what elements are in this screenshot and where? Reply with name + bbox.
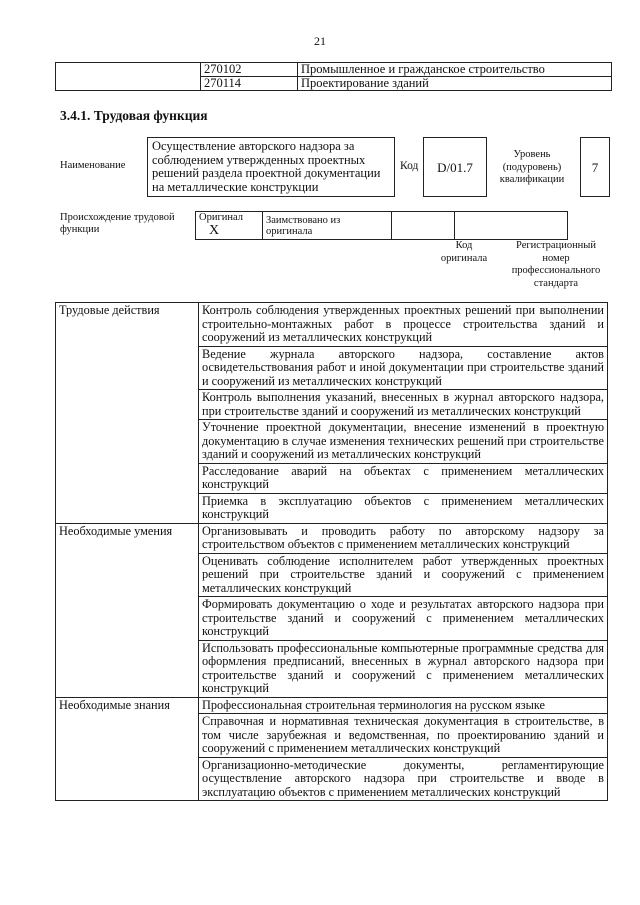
- table-row: [56, 697, 608, 714]
- origin-table: [195, 211, 568, 240]
- qualification-level-box: [580, 137, 610, 197]
- empty-cell: [56, 63, 201, 77]
- specialty-name: Проектирование зданий: [298, 77, 612, 91]
- origin-reg-number-cell: [455, 212, 568, 240]
- labor-function-table: [55, 302, 608, 801]
- table-row: [56, 77, 612, 91]
- specialty-code: 270102: [201, 63, 298, 77]
- table-row: [56, 303, 608, 347]
- origin-code-cell: [392, 212, 455, 240]
- table-row: [56, 523, 608, 553]
- requirement-text: Оценивать соблюдение исполнителем работ утвержденных проектных решений при строительстве зданий и сооружений с применением металлических конструкций: [199, 553, 608, 597]
- page-number: 21: [314, 34, 326, 48]
- function-name: Осуществление авторского надзора за соблюдением утвержденных проектных решений раздела проектной документации на металлические конструкции: [152, 139, 381, 194]
- requirement-text: Приемка в эксплуатацию объектов с применением металлических конструкций: [199, 493, 608, 523]
- requirement-text: Справочная и нормативная техническая документация в строительстве, в том числе зарубежная и ведомственная, по проектированию зданий и сооружений с применением металлических конструкций: [199, 714, 608, 758]
- origin-original-label: Оригинал: [199, 212, 243, 223]
- qualification-level-label: Уровень (подуровень) квалификации: [499, 149, 565, 185]
- requirement-text: Организовывать и проводить работу по авторскому надзору за строительством объектов с применением металлических конструкций: [199, 523, 608, 553]
- requirement-text: Контроль выполнения указаний, внесенных в журнал авторского надзора, при строительстве зданий и сооружений из металлических конструкций: [199, 390, 608, 420]
- requirement-text: Использовать профессиональные компьютерные программные средства для оформления предписаний, внесенных в журнал авторского надзора при строительстве зданий и сооружений с применением металлических конструкций: [199, 640, 608, 697]
- labor-function-body: [56, 303, 608, 801]
- specialty-codes-table: [55, 62, 612, 91]
- origin-label: Происхождение трудовой функции: [60, 212, 175, 235]
- name-label: Наименование: [60, 160, 126, 171]
- origin-borrowed-label: Заимствовано из оригинала: [263, 212, 392, 240]
- requirement-text: Контроль соблюдения утвержденных проектных решений при выполнении строительно-монтажных работ в процессе строительства зданий и сооружений из металлических конструкций: [199, 303, 608, 347]
- section-heading: Необходимые знания: [56, 697, 199, 801]
- code-label: Код: [400, 160, 419, 172]
- qualification-level-value: 7: [591, 160, 599, 175]
- origin-mark: X: [209, 223, 220, 238]
- table-row: [196, 212, 568, 240]
- code-value: D/01.7: [437, 160, 473, 175]
- function-name-box: [147, 137, 395, 197]
- requirement-text: Формировать документацию о ходе и результатах авторского надзора при строительстве зданий и сооружений с применением металлических конструкций: [199, 597, 608, 641]
- section-heading: Необходимые умения: [56, 523, 199, 697]
- code-box: [423, 137, 487, 197]
- requirement-text: Профессиональная строительная терминология на русском языке: [199, 697, 608, 714]
- empty-cell: [56, 77, 201, 91]
- reg-number-caption: Регистрационный номер профессионального стандарта: [511, 240, 601, 289]
- origin-code-caption: Код оригинала: [440, 240, 488, 264]
- specialty-name: Промышленное и гражданское строительство: [298, 63, 612, 77]
- requirement-text: Ведение журнала авторского надзора, составление актов освидетельствования работ и иной документации при строительстве зданий и сооружений из металлических конструкций: [199, 346, 608, 390]
- requirement-text: Расследование аварий на объектах с применением металлических конструкций: [199, 463, 608, 493]
- section-heading: Трудовые действия: [56, 303, 199, 524]
- origin-original-cell: [196, 212, 263, 240]
- table-row: [56, 63, 612, 77]
- section-title: 3.4.1. Трудовая функция: [60, 108, 208, 123]
- specialty-code: 270114: [201, 77, 298, 91]
- requirement-text: Организационно-методические документы, регламентирующие осуществление авторского надзора при строительстве и вводе в эксплуатацию объектов с применением металлических конструкций: [199, 757, 608, 801]
- requirement-text: Уточнение проектной документации, внесение изменений в проектную документацию в случае изменения технических решений при строительстве зданий и сооружений из металлических конструкций: [199, 420, 608, 464]
